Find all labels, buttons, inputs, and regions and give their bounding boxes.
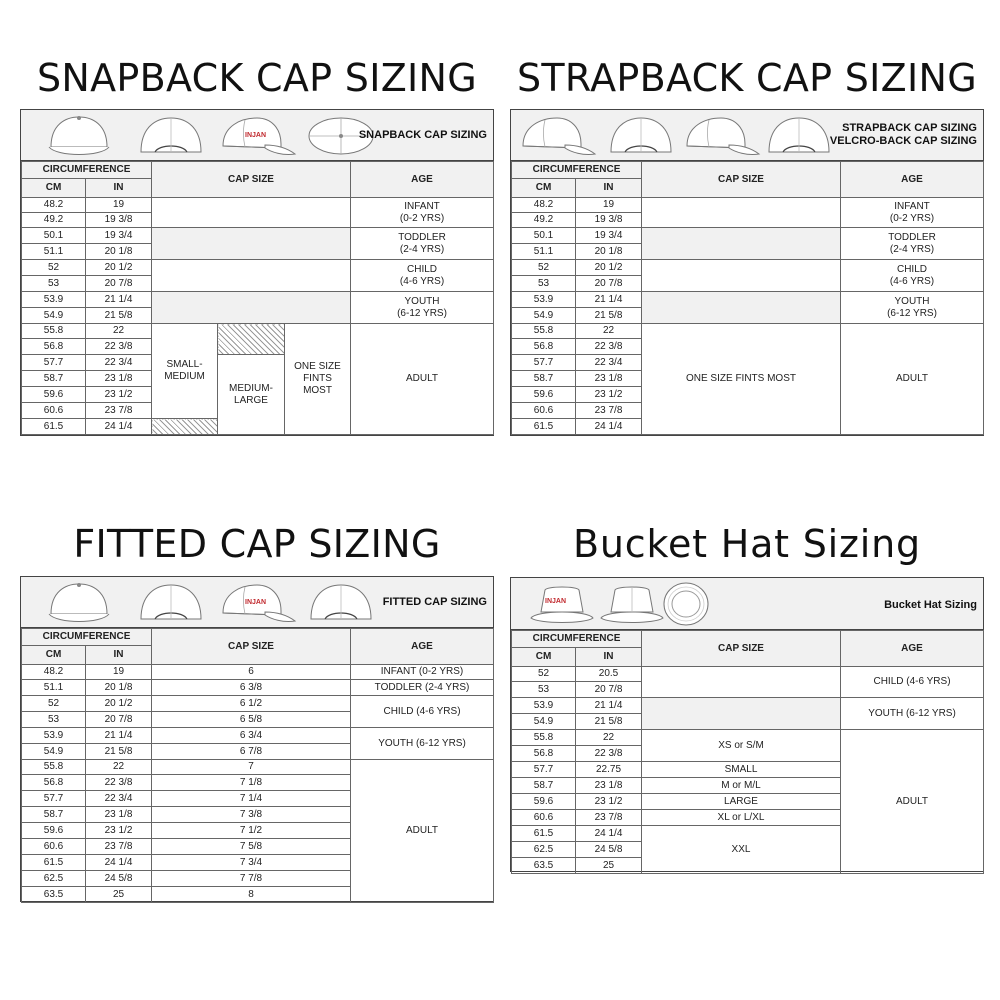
in-cell: 22	[86, 760, 152, 775]
fitted-table	[21, 628, 494, 903]
cm-cell: 63.5	[512, 858, 576, 874]
circumference-header: CIRCUMFERENCE	[512, 162, 642, 179]
cm-cell: 59.6	[22, 387, 86, 403]
cm-cell: 60.6	[22, 839, 86, 855]
age-header: AGE	[841, 162, 984, 198]
in-cell: 21 5/8	[86, 744, 152, 760]
cap-size-cell: 6 1/2	[152, 696, 351, 712]
cm-cell: 57.7	[22, 791, 86, 807]
cap-back-icon	[305, 581, 379, 625]
cm-header: CM	[22, 179, 86, 198]
size-xl: XL or L/XL	[642, 810, 841, 826]
cap-front-icon	[43, 113, 119, 159]
cap-size-blank	[642, 198, 841, 228]
circumference-header: CIRCUMFERENCE	[512, 631, 642, 648]
in-cell: 21 5/8	[576, 308, 642, 324]
cm-cell: 57.7	[512, 355, 576, 371]
fitted-heading: FITTED CAP SIZING	[73, 522, 441, 566]
cm-cell: 54.9	[512, 308, 576, 324]
in-cell: 23 7/8	[576, 403, 642, 419]
cm-cell: 58.7	[512, 778, 576, 794]
cm-cell: 53	[22, 276, 86, 292]
cm-cell: 48.2	[22, 665, 86, 680]
cm-cell: 53	[22, 712, 86, 728]
cap-size-blank	[642, 667, 841, 698]
cap-size-cell: 6 7/8	[152, 744, 351, 760]
circumference-header: CIRCUMFERENCE	[22, 162, 152, 179]
cm-cell: 55.8	[512, 324, 576, 339]
in-cell: 23 1/8	[576, 778, 642, 794]
cm-cell: 50.1	[22, 228, 86, 244]
age-header: AGE	[841, 631, 984, 667]
strapback-banner	[511, 110, 983, 161]
cm-cell: 60.6	[22, 403, 86, 419]
in-cell: 22 3/8	[86, 775, 152, 791]
age-youth: YOUTH (6-12 YRS)	[351, 292, 494, 324]
cap-front-icon	[43, 580, 119, 626]
cm-cell: 59.6	[512, 387, 576, 403]
size-medium: M or M/L	[642, 778, 841, 794]
bucket-band-title: Bucket Hat Sizing	[884, 599, 977, 611]
age-header: AGE	[351, 629, 494, 665]
cm-cell: 53.9	[512, 698, 576, 714]
in-cell: 19 3/4	[86, 228, 152, 244]
age-header: AGE	[351, 162, 494, 198]
cap-size-cell: 7 3/4	[152, 855, 351, 871]
age-infant: INFANT (0-2 YRS)	[841, 198, 984, 228]
cm-cell: 52	[22, 260, 86, 276]
cm-cell: 60.6	[512, 403, 576, 419]
in-cell: 21 5/8	[86, 308, 152, 324]
in-cell: 20 1/8	[86, 244, 152, 260]
age-infant: INFANT (0-2 YRS)	[351, 198, 494, 228]
in-cell: 22	[576, 324, 642, 339]
cm-cell: 53.9	[512, 292, 576, 308]
age-toddler: TODDLER (2-4 YRS)	[351, 228, 494, 260]
cm-cell: 54.9	[22, 308, 86, 324]
in-cell: 24 1/4	[86, 419, 152, 435]
strapback-chart	[510, 109, 984, 436]
cap-size-header: CAP SIZE	[642, 162, 841, 198]
cm-cell: 56.8	[22, 775, 86, 791]
cm-cell: 49.2	[512, 213, 576, 228]
size-large: LARGE	[642, 794, 841, 810]
cm-cell: 55.8	[512, 730, 576, 746]
age-toddler: TODDLER (2-4 YRS)	[841, 228, 984, 260]
cm-cell: 52	[512, 667, 576, 682]
cm-cell: 50.1	[512, 228, 576, 244]
age-child: CHILD (4-6 YRS)	[841, 667, 984, 698]
age-adult: ADULT	[351, 324, 494, 435]
in-cell: 24 1/4	[86, 855, 152, 871]
in-cell: 20 1/8	[86, 680, 152, 696]
age-adult: ADULT	[841, 730, 984, 874]
age-youth: YOUTH (6-12 YRS)	[841, 698, 984, 730]
cap-back-icon	[763, 114, 837, 158]
cap-size-header: CAP SIZE	[152, 162, 351, 198]
in-cell: 21 1/4	[576, 698, 642, 714]
size-small: SMALL	[642, 762, 841, 778]
in-cell: 25	[576, 858, 642, 874]
age-child: CHILD (4-6 YRS)	[351, 260, 494, 292]
cm-cell: 58.7	[22, 371, 86, 387]
cm-cell: 51.1	[22, 680, 86, 696]
cap-size-header: CAP SIZE	[642, 631, 841, 667]
cap-size-cell: 7 5/8	[152, 839, 351, 855]
in-cell: 20 1/2	[86, 696, 152, 712]
in-cell: 23 7/8	[86, 403, 152, 419]
strapback-heading: STRAPBACK CAP SIZING	[517, 56, 977, 100]
bucket-hat-top-icon	[661, 581, 711, 627]
cap-size-cell: 7 1/4	[152, 791, 351, 807]
cap-size-blank	[152, 228, 351, 260]
cap-size-cell: 6 5/8	[152, 712, 351, 728]
in-cell: 23 1/8	[86, 807, 152, 823]
cap-side-icon	[679, 114, 765, 158]
in-cell: 19	[576, 198, 642, 213]
in-cell: 24 5/8	[86, 871, 152, 887]
in-cell: 22	[86, 324, 152, 339]
in-cell: 23 1/2	[576, 387, 642, 403]
cap-size-cell: 6 3/8	[152, 680, 351, 696]
cap-size-blank	[642, 292, 841, 324]
cap-size-blank	[152, 260, 351, 292]
in-cell: 19 3/8	[576, 213, 642, 228]
in-cell: 22.75	[576, 762, 642, 778]
age-child: CHILD (4-6 YRS)	[841, 260, 984, 292]
in-cell: 24 1/4	[576, 419, 642, 435]
size-one-size: ONE SIZE FINTS MOST	[285, 324, 351, 435]
cm-cell: 59.6	[22, 823, 86, 839]
cm-cell: 63.5	[22, 887, 86, 903]
cm-cell: 53.9	[22, 728, 86, 744]
cm-cell: 61.5	[512, 826, 576, 842]
snapback-band-title: SNAPBACK CAP SIZING	[358, 129, 487, 141]
age-adult: ADULT	[841, 324, 984, 435]
size-hatch	[218, 324, 285, 355]
brand-logo: INJAN	[245, 599, 267, 606]
cm-cell: 61.5	[22, 419, 86, 435]
in-cell: 23 1/2	[86, 823, 152, 839]
snapback-heading: SNAPBACK CAP SIZING	[36, 56, 478, 100]
cm-header: CM	[512, 179, 576, 198]
size-medium-large: MEDIUM- LARGE	[218, 355, 285, 435]
cm-cell: 52	[512, 260, 576, 276]
in-cell: 20 1/2	[86, 260, 152, 276]
cm-cell: 52	[22, 696, 86, 712]
cap-size-cell: 6	[152, 665, 351, 680]
cm-cell: 54.9	[22, 744, 86, 760]
in-cell: 21 5/8	[576, 714, 642, 730]
fitted-chart	[20, 576, 494, 902]
cm-cell: 62.5	[22, 871, 86, 887]
cm-cell: 56.8	[512, 339, 576, 355]
in-cell: 22 3/8	[86, 339, 152, 355]
size-one-size: ONE SIZE FINTS MOST	[642, 324, 841, 435]
age-child: CHILD (4-6 YRS)	[351, 696, 494, 728]
snapback-table	[21, 161, 494, 435]
bucket-table	[511, 630, 984, 874]
cap-size-cell: 7 7/8	[152, 871, 351, 887]
cm-cell: 55.8	[22, 324, 86, 339]
age-infant: INFANT (0-2 YRS)	[351, 665, 494, 680]
cap-size-cell: 7 1/2	[152, 823, 351, 839]
in-cell: 22 3/4	[576, 355, 642, 371]
in-cell: 19	[86, 198, 152, 213]
cm-cell: 62.5	[512, 842, 576, 858]
age-youth: YOUTH (6-12 YRS)	[841, 292, 984, 324]
cap-back-icon	[605, 114, 679, 158]
in-cell: 20.5	[576, 667, 642, 682]
in-cell: 22 3/4	[86, 355, 152, 371]
in-cell: 20 7/8	[86, 276, 152, 292]
cap-size-blank	[642, 698, 841, 730]
cap-size-cell: 7 1/8	[152, 775, 351, 791]
fitted-band-title: FITTED CAP SIZING	[382, 596, 487, 608]
in-cell: 23 1/8	[576, 371, 642, 387]
bucket-banner	[511, 578, 983, 630]
cm-cell: 57.7	[512, 762, 576, 778]
cap-size-cell: 8	[152, 887, 351, 903]
in-cell: 21 1/4	[576, 292, 642, 308]
size-hatch	[152, 419, 218, 435]
in-cell: 20 7/8	[86, 712, 152, 728]
snapback-chart	[20, 109, 494, 436]
in-cell: 22	[576, 730, 642, 746]
bucket-heading: Bucket Hat Sizing	[573, 522, 921, 566]
cm-cell: 59.6	[512, 794, 576, 810]
cm-cell: 53	[512, 682, 576, 698]
cap-size-blank	[642, 228, 841, 260]
in-cell: 20 1/2	[576, 260, 642, 276]
bucket-hat-side-icon	[597, 582, 667, 626]
cm-cell: 53	[512, 276, 576, 292]
brand-logo: INJAN	[245, 132, 267, 139]
cap-size-cell: 7 3/8	[152, 807, 351, 823]
in-cell: 22 3/4	[86, 791, 152, 807]
size-xs-sm: XS or S/M	[642, 730, 841, 762]
strapback-band-title: STRAPBACK CAP SIZING VELCRO-BACK CAP SIZING	[829, 122, 977, 147]
in-header: IN	[86, 646, 152, 665]
in-cell: 23 7/8	[86, 839, 152, 855]
cap-back-icon	[135, 114, 209, 158]
cap-size-blank	[152, 198, 351, 228]
in-cell: 23 1/2	[576, 794, 642, 810]
in-cell: 23 7/8	[576, 810, 642, 826]
cm-header: CM	[22, 646, 86, 665]
circumference-header: CIRCUMFERENCE	[22, 629, 152, 646]
size-small-medium: SMALL- MEDIUM	[152, 324, 218, 419]
cm-cell: 58.7	[22, 807, 86, 823]
cm-cell: 56.8	[512, 746, 576, 762]
in-cell: 19 3/8	[86, 213, 152, 228]
cm-cell: 60.6	[512, 810, 576, 826]
cm-cell: 57.7	[22, 355, 86, 371]
in-cell: 24 1/4	[576, 826, 642, 842]
fitted-banner	[21, 577, 493, 628]
in-cell: 22 3/8	[576, 746, 642, 762]
cm-cell: 56.8	[22, 339, 86, 355]
in-cell: 20 1/8	[576, 244, 642, 260]
cm-cell: 53.9	[22, 292, 86, 308]
cm-cell: 48.2	[22, 198, 86, 213]
snapback-banner	[21, 110, 493, 161]
age-toddler: TODDLER (2-4 YRS)	[351, 680, 494, 696]
in-header: IN	[576, 648, 642, 667]
cap-size-cell: 6 3/4	[152, 728, 351, 744]
in-cell: 20 7/8	[576, 682, 642, 698]
in-header: IN	[86, 179, 152, 198]
cm-cell: 55.8	[22, 760, 86, 775]
cm-cell: 49.2	[22, 213, 86, 228]
in-cell: 22 3/8	[576, 339, 642, 355]
in-cell: 19 3/4	[576, 228, 642, 244]
cm-cell: 61.5	[512, 419, 576, 435]
in-cell: 23 1/2	[86, 387, 152, 403]
in-cell: 25	[86, 887, 152, 903]
in-cell: 21 1/4	[86, 292, 152, 308]
in-cell: 23 1/8	[86, 371, 152, 387]
in-cell: 20 7/8	[576, 276, 642, 292]
brand-logo: INJAN	[545, 598, 567, 605]
cap-size-blank	[152, 292, 351, 324]
cm-cell: 48.2	[512, 198, 576, 213]
bucket-chart	[510, 577, 984, 872]
size-xxl: XXL	[642, 826, 841, 874]
cap-size-header: CAP SIZE	[152, 629, 351, 665]
in-cell: 21 1/4	[86, 728, 152, 744]
age-adult: ADULT	[351, 760, 494, 903]
in-header: IN	[576, 179, 642, 198]
cap-size-blank	[642, 260, 841, 292]
cm-cell: 51.1	[22, 244, 86, 260]
cm-cell: 51.1	[512, 244, 576, 260]
strapback-table	[511, 161, 984, 435]
cm-cell: 58.7	[512, 371, 576, 387]
cm-cell: 61.5	[22, 855, 86, 871]
cap-side-icon	[515, 114, 601, 158]
age-youth: YOUTH (6-12 YRS)	[351, 728, 494, 760]
cm-cell: 54.9	[512, 714, 576, 730]
cap-size-cell: 7	[152, 760, 351, 775]
in-cell: 24 5/8	[576, 842, 642, 858]
cm-header: CM	[512, 648, 576, 667]
cap-back-icon	[135, 581, 209, 625]
in-cell: 19	[86, 665, 152, 680]
